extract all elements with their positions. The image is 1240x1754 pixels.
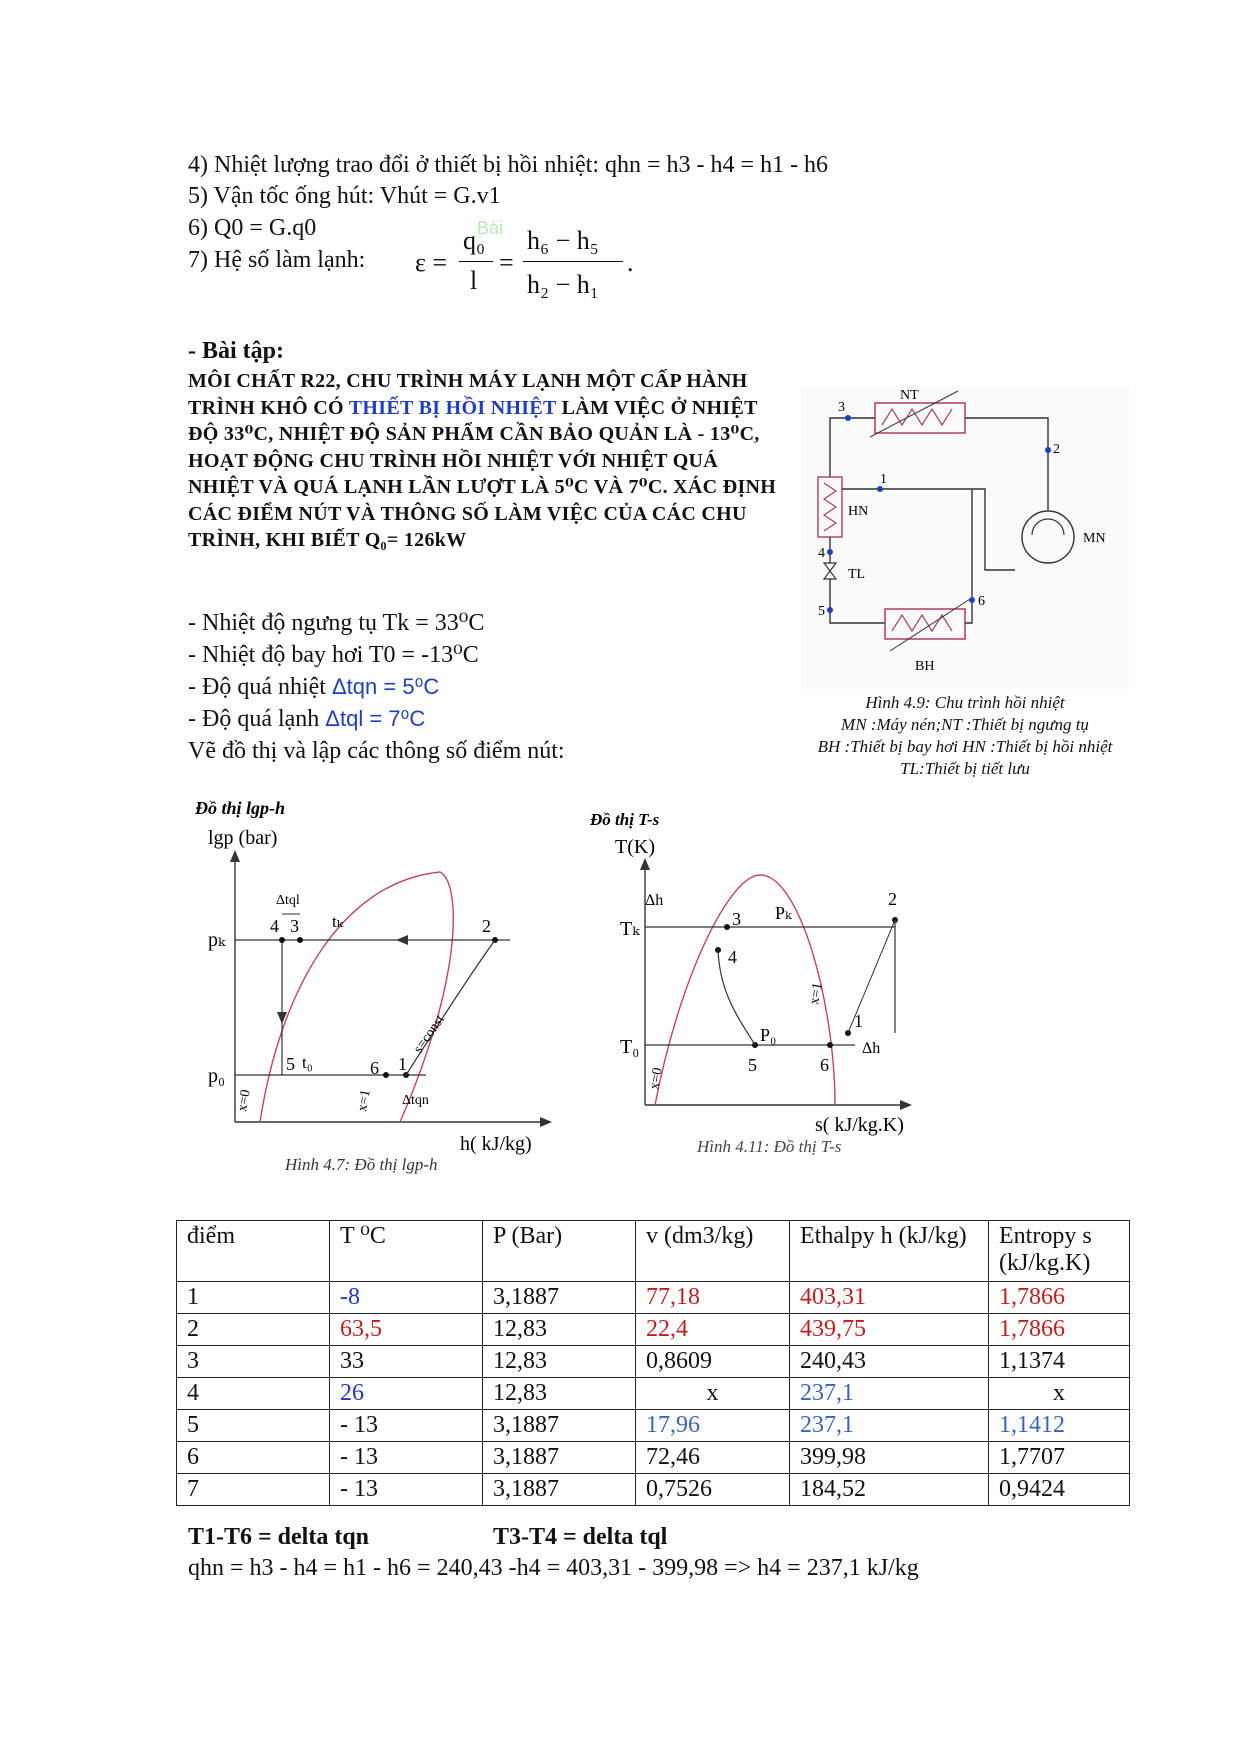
- svg-text:4: 4: [728, 947, 737, 967]
- svg-text:p₀: p₀: [208, 1065, 225, 1087]
- svg-text:t₀: t₀: [302, 1053, 313, 1072]
- svg-text:2: 2: [1053, 442, 1060, 457]
- given-tk: - Nhiệt độ ngưng tụ Tk = 33⁰C: [188, 610, 485, 636]
- svg-text:x=1: x=1: [355, 1088, 374, 1113]
- svg-text:1: 1: [398, 1054, 407, 1074]
- table-row: 7 - 13 3,1887 0,7526 184,52 0,9424: [177, 1474, 1130, 1506]
- svg-text:3: 3: [290, 916, 299, 936]
- table-row: 1 -8 3,1887 77,18 403,31 1,7866: [177, 1282, 1130, 1314]
- cop-denominator: h₂ − h₁: [527, 270, 599, 299]
- svg-text:Đồ thị T-s: Đồ thị T-s: [590, 810, 660, 829]
- svg-text:1: 1: [880, 472, 887, 487]
- label-nt: NT: [900, 388, 919, 403]
- formula-q0: 6) Q0 = G.q0: [188, 215, 317, 241]
- lgp-title: Đồ thị lgp-h: [195, 798, 286, 818]
- svg-text:h( kJ/kg): h( kJ/kg): [460, 1133, 532, 1155]
- formula-cop-label: 7) Hệ số làm lạnh:: [188, 247, 366, 273]
- svg-text:MN: MN: [1083, 531, 1106, 546]
- svg-text:BH: BH: [915, 659, 935, 674]
- svg-text:6: 6: [370, 1058, 379, 1078]
- watermark: Bài: [477, 218, 504, 238]
- cop-formula: ε = q₀ Bài l = h₆ − h₅ h₂ − h₁ .: [415, 218, 634, 299]
- svg-text:TL: TL: [848, 567, 866, 582]
- svg-text:s( kJ/kg.K): s( kJ/kg.K): [815, 1114, 904, 1136]
- superheat-value: Δtqn = 5⁰C: [331, 674, 440, 699]
- cycle-schematic: [800, 385, 1130, 690]
- svg-text:Pₖ: Pₖ: [775, 903, 792, 923]
- svg-text:Δtql: Δtql: [276, 893, 300, 908]
- svg-text:Δh: Δh: [862, 1040, 881, 1057]
- saturation-dome: [260, 872, 453, 1122]
- svg-text:HN: HN: [848, 504, 869, 519]
- delta-tqn-note: T1-T6 = delta tqn: [188, 1524, 370, 1550]
- table-row: 5 - 13 3,1887 17,96 237,1 1,1412: [177, 1410, 1130, 1442]
- cop-epsilon: ε =: [415, 248, 448, 277]
- svg-text:2: 2: [482, 916, 491, 936]
- cop-fraction-bar-1: [459, 261, 493, 262]
- svg-text:2: 2: [888, 889, 897, 909]
- given-superheat: - Độ quá nhiệt Δtqn = 5⁰C: [188, 674, 440, 700]
- svg-text:4: 4: [270, 916, 279, 936]
- svg-text:5: 5: [818, 604, 825, 619]
- svg-text:6: 6: [978, 594, 985, 609]
- cop-fraction-bar-2: [523, 261, 623, 262]
- lgp-caption: Hình 4.7: Đồ thị lgp-h: [285, 1155, 438, 1174]
- exercise-heading: - Bài tập:: [188, 338, 284, 364]
- table-row: 2 63,5 12,83 22,4 439,75 1,7866: [177, 1314, 1130, 1346]
- formula-suction-velocity: 5) Vận tốc ống hút: Vhút = G.v1: [188, 183, 501, 209]
- h4-equation: qhn = h3 - h4 = h1 - h6 = 240,43 -h4 = 403,31 - 399,98 => h4 = 237,1 kJ/kg: [188, 1555, 919, 1581]
- svg-text:3: 3: [732, 909, 741, 929]
- svg-text:P₀: P₀: [760, 1025, 777, 1045]
- svg-text:Δtqn: Δtqn: [402, 1093, 429, 1108]
- lgp-h-diagram: [190, 792, 590, 1182]
- svg-text:5: 5: [748, 1055, 757, 1075]
- given-t0: - Nhiệt độ bay hơi T0 = -13⁰C: [188, 642, 479, 668]
- svg-text:1: 1: [854, 1011, 863, 1031]
- svg-text:tₖ: tₖ: [332, 912, 343, 931]
- svg-text:x=1: x=1: [807, 981, 826, 1006]
- ts-saturation-dome: [655, 875, 835, 1105]
- svg-text:T(K): T(K): [615, 836, 655, 858]
- svg-text:x=0: x=0: [647, 1066, 666, 1091]
- heat-exchanger-link[interactable]: THIẾT BỊ HỒI NHIỆT: [348, 396, 557, 419]
- svg-text:6: 6: [820, 1055, 829, 1075]
- svg-text:Δh: Δh: [645, 892, 664, 909]
- cop-q0: q₀: [463, 226, 486, 255]
- t-s-diagram: [590, 805, 970, 1165]
- instruction-text: Vẽ đồ thị và lập các thông số điểm nút:: [188, 738, 565, 764]
- svg-text:4: 4: [818, 546, 825, 561]
- table-row: 3 33 12,83 0,8609 240,43 1,1374: [177, 1346, 1130, 1378]
- table-row: 4 26 12,83 x 237,1 x: [177, 1378, 1130, 1410]
- ts-caption: Hình 4.11: Đồ thị T-s: [697, 1137, 842, 1156]
- node-parameters-table: [176, 1220, 1130, 1506]
- table-header-row: điểm T ⁰C P (Bar) v (dm3/kg) Ethalpy h (kJ/kg) Entropy s (kJ/kg.K): [177, 1221, 1130, 1282]
- svg-text:s=const: s=const: [410, 1012, 448, 1057]
- formula-heat-exchange: 4) Nhiệt lượng trao đổi ở thiết bị hồi nhiệt: qhn = h3 - h4 = h1 - h6: [188, 152, 829, 178]
- svg-text:lgp (bar): lgp (bar): [208, 827, 278, 849]
- svg-text:x=0: x=0: [235, 1088, 254, 1113]
- cop-l: l: [470, 266, 478, 295]
- svg-text:T₀: T₀: [620, 1036, 640, 1058]
- delta-tql-note: T3-T4 = delta tql: [493, 1524, 668, 1550]
- table-row: 6 - 13 3,1887 72,46 399,98 1,7707: [177, 1442, 1130, 1474]
- svg-text:3: 3: [838, 400, 845, 415]
- given-subcool: - Độ quá lạnh Δtql = 7⁰C: [188, 706, 426, 732]
- svg-text:pₖ: pₖ: [208, 929, 226, 951]
- svg-text:Tₖ: Tₖ: [620, 918, 640, 940]
- exercise-statement: MÔI CHẤT R22, CHU TRÌNH MÁY LẠNH MỘT CẤP HÀNH TRÌNH KHÔ CÓ THIẾT BỊ HỒI NHIỆT LÀM VIỆC Ở NHIỆT ĐỘ 33⁰C, NHIỆT ĐỘ SẢN PHẨM CẦN BẢO QUẢN LÀ - 13⁰C, HOẠT ĐỘNG CHU TRÌNH HỒI NHIỆT VỚI NHIỆT QUÁ NHIỆT VÀ QUÁ LẠNH LẦN LƯỢT LÀ 5⁰C VÀ 7⁰C. XÁC ĐỊNH CÁC ĐIỂM NÚT VÀ THÔNG SỐ LÀM VIỆC CỦA CÁC CHU TRÌNH, KHI BIẾT Q₀= 126kW: [188, 370, 777, 551]
- cop-numerator: h₆ − h₅: [527, 226, 599, 255]
- schematic-caption: Hình 4.9: Chu trình hồi nhiệt MN :Máy nén;NT :Thiết bị ngưng tụ BH :Thiết bị bay hơi HN :Thiết bị hồi nhiệt TL:Thiết bị tiết lưu: [817, 693, 1113, 778]
- svg-text:5: 5: [286, 1054, 295, 1074]
- subcool-value: Δtql = 7⁰C: [325, 706, 426, 731]
